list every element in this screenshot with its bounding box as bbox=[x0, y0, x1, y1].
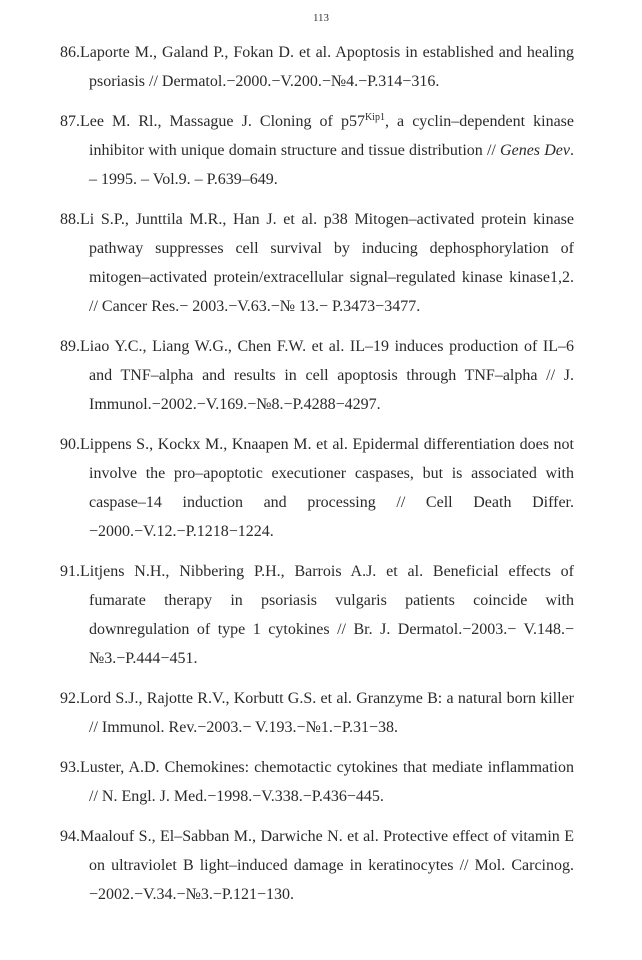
reference-text: Laporte M., Galand P., Fokan D. et al. Apoptosis in established and healing psoriasis // Dermatol.−2000.−V.200.−№4.−P.314−316. bbox=[80, 44, 574, 90]
reference-text: Lee M. Rl., Massague J. Cloning of p57 bbox=[80, 113, 365, 130]
reference-item-88 bbox=[60, 205, 574, 321]
reference-text: Luster, A.D. Chemokines: chemotactic cytokines that mediate inflammation // N. Engl. J. Med.−1998.−V.338.−P.436−445. bbox=[80, 759, 574, 805]
reference-number: 90. bbox=[60, 436, 80, 453]
reference-number: 92. bbox=[60, 690, 80, 707]
reference-journal: Genes Dev bbox=[500, 142, 570, 159]
reference-list bbox=[60, 38, 574, 920]
reference-text: Liao Y.C., Liang W.G., Chen F.W. et al. IL–19 induces production of IL–6 and TNF–alpha and results in cell apoptosis through TNF–alpha // J. Immunol.−2002.−V.169.−№8.−P.4288−4297. bbox=[80, 338, 574, 413]
reference-text: Lord S.J., Rajotte R.V., Korbutt G.S. et al. Granzyme B: a natural born killer // Immunol. Rev.−2003.− V.193.−№1.−P.31−38. bbox=[80, 690, 574, 736]
reference-number: 93. bbox=[60, 759, 80, 776]
reference-text-middle: , a cyclin–dependent kinase inhibitor with unique domain structure and tissue distribution // bbox=[89, 113, 574, 159]
reference-item-89 bbox=[60, 332, 574, 419]
reference-number: 86. bbox=[60, 44, 80, 61]
reference-number: 88. bbox=[60, 211, 80, 228]
reference-text-after: . – 1995. – Vol.9. – P.639–649. bbox=[89, 142, 574, 188]
reference-item-92 bbox=[60, 684, 574, 742]
reference-number: 91. bbox=[60, 563, 80, 580]
reference-item-90 bbox=[60, 430, 574, 546]
reference-text: Li S.P., Junttila M.R., Han J. et al. p38 Mitogen–activated protein kinase pathway suppresses cell survival by inducing dephosphorylation of mitogen–activated protein/extracellular signal–regulated kinase kinase1,2. // Cancer Res.− 2003.−V.63.−№ 13.− P.3473−3477. bbox=[80, 211, 574, 315]
reference-number: 89. bbox=[60, 338, 80, 355]
reference-text: Lippens S., Kockx M., Knaapen M. et al. Epidermal differentiation does not involve the pro–apoptotic executioner caspases, but is associated with caspase–14 induction and processing // Cell Death Differ.−2000.−V.12.−P.1218−1224. bbox=[80, 436, 574, 540]
reference-item-87 bbox=[60, 107, 574, 194]
reference-superscript: Kip1 bbox=[364, 112, 385, 123]
reference-item-91 bbox=[60, 557, 574, 673]
page-number: 113 bbox=[312, 12, 330, 24]
reference-item-94 bbox=[60, 822, 574, 909]
reference-text: Maalouf S., El–Sabban M., Darwiche N. et al. Protective effect of vitamin E on ultraviolet B light–induced damage in keratinocytes // Mol. Carcinog.−2002.−V.34.−№3.−P.121−130. bbox=[80, 828, 574, 903]
reference-item-86 bbox=[60, 38, 574, 96]
reference-number: 87. bbox=[60, 113, 80, 130]
reference-item-93 bbox=[60, 753, 574, 811]
reference-number: 94. bbox=[60, 828, 80, 845]
reference-text: Litjens N.H., Nibbering P.H., Barrois A.J. et al. Beneficial effects of fumarate therapy in psoriasis vulgaris patients coincide with downregulation of type 1 cytokines // Br. J. Dermatol.−2003.− V.148.−№3.−P.444−451. bbox=[80, 563, 574, 667]
